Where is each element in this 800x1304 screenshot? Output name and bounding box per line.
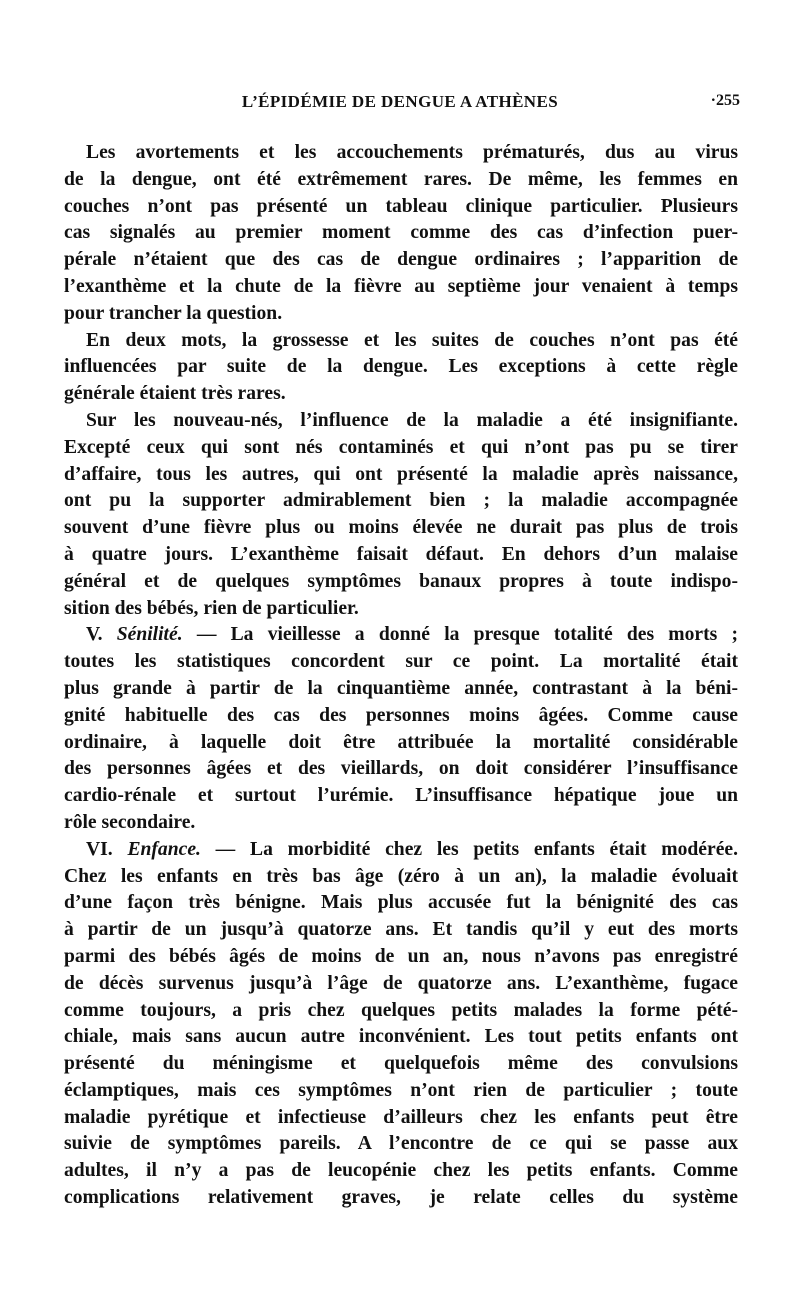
text-line: sition des bébés, rien de particulier.	[64, 597, 359, 619]
text-line: complications relativement graves, je relate celles du système	[64, 1187, 738, 1209]
text-line: de décès survenus jusqu’à l’âge de quatorze ans. L’exanthème, fugace	[64, 972, 738, 994]
text-line: En deux mots, la grossesse et les suites de couches n’ont pas été	[86, 329, 738, 351]
page-number: ·255	[710, 92, 740, 109]
text-line: couches n’ont pas présenté un tableau clinique particulier. Plusieurs	[64, 195, 738, 217]
text-line: générale étaient très rares.	[64, 383, 286, 405]
text-line: pour trancher la question.	[64, 302, 283, 324]
text-line: gnité habituelle des cas des personnes moins âgées. Comme cause	[64, 704, 738, 726]
text-line: influencées par suite de la dengue. Les exceptions à cette règle	[64, 356, 738, 378]
running-title: L’ÉPIDÉMIE DE DENGUE A ATHÈNES	[241, 92, 559, 111]
text-line: Sur les nouveau-nés, l’influence de la maladie a été insignifiante.	[86, 409, 738, 431]
text-line: cas signalés au premier moment comme des cas d’infection puer-	[64, 222, 738, 244]
text-line: toutes les statistiques concordent sur ce point. La mortalité était	[64, 651, 738, 673]
text-line: rôle secondaire.	[64, 811, 196, 833]
text-line: chiale, mais sans aucun autre inconvénient. Les tout petits enfants ont	[64, 1026, 738, 1048]
text-line: Les avortements et les accouchements prématurés, dus au virus	[86, 142, 738, 163]
text-line: VI. Enfance. — La morbidité chez les petits enfants était modérée.	[86, 838, 738, 860]
text-line: d’affaire, tous les autres, qui ont présenté la maladie après naissance,	[64, 463, 738, 485]
text-line: suivie de symptômes pareils. A l’encontre de ce qui se passe aux	[64, 1133, 738, 1155]
text-line: à partir de un jusqu’à quatorze ans. Et tandis qu’il y eut des morts	[64, 919, 738, 941]
text-line: ordinaire, à laquelle doit être attribuée la mortalité considérable	[64, 731, 738, 753]
text-line: V. Sénilité. — La vieillesse a donné la presque totalité des morts ;	[86, 624, 738, 646]
text-line: ont pu la supporter admirablement bien ; la maladie accompagnée	[64, 490, 738, 512]
page-header	[60, 92, 740, 116]
text-line: éclamptiques, mais ces symptômes n’ont rien de particulier ; toute	[64, 1079, 738, 1101]
text-line: maladie pyrétique et infectieuse d’ailleurs chez les enfants peut être	[64, 1106, 738, 1128]
text-line: Chez les enfants en très bas âge (zéro à un an), la maladie évoluait	[64, 865, 738, 887]
text-line: l’exanthème et la chute de la fièvre au septième jour venaient à temps	[64, 275, 738, 297]
body-text	[64, 140, 738, 1212]
text-line: de la dengue, ont été extrêmement rares. De même, les femmes en	[64, 168, 738, 190]
text-line: souvent d’une fièvre plus ou moins élevée ne durait pas plus de trois	[64, 517, 738, 539]
text-line: des personnes âgées et des vieillards, on doit considérer l’insuffisance	[64, 758, 738, 780]
text-line: à quatre jours. L’exanthème faisait défaut. En dehors d’un malaise	[64, 543, 738, 565]
text-line: plus grande à partir de la cinquantième année, contrastant à la béni-	[64, 677, 738, 699]
text-line: pérale n’étaient que des cas de dengue ordinaires ; l’apparition de	[64, 249, 738, 271]
text-line: Excepté ceux qui sont nés contaminés et qui n’ont pas pu se tirer	[64, 436, 738, 458]
text-line: général et de quelques symptômes banaux propres à toute indispo-	[64, 570, 738, 592]
text-line: parmi des bébés âgés de moins de un an, nous n’avons pas enregistré	[64, 945, 738, 967]
text-line: d’une façon très bénigne. Mais plus accusée fut la bénignité des cas	[64, 892, 738, 914]
text-line: adultes, il n’y a pas de leucopénie chez les petits enfants. Comme	[64, 1160, 738, 1182]
text-line: cardio-rénale et surtout l’urémie. L’insuffisance hépatique joue un	[64, 785, 738, 807]
text-line: comme toujours, a pris chez quelques petits malades la forme pété-	[64, 999, 738, 1021]
text-line: présenté du méningisme et quelquefois même des convulsions	[64, 1053, 738, 1075]
